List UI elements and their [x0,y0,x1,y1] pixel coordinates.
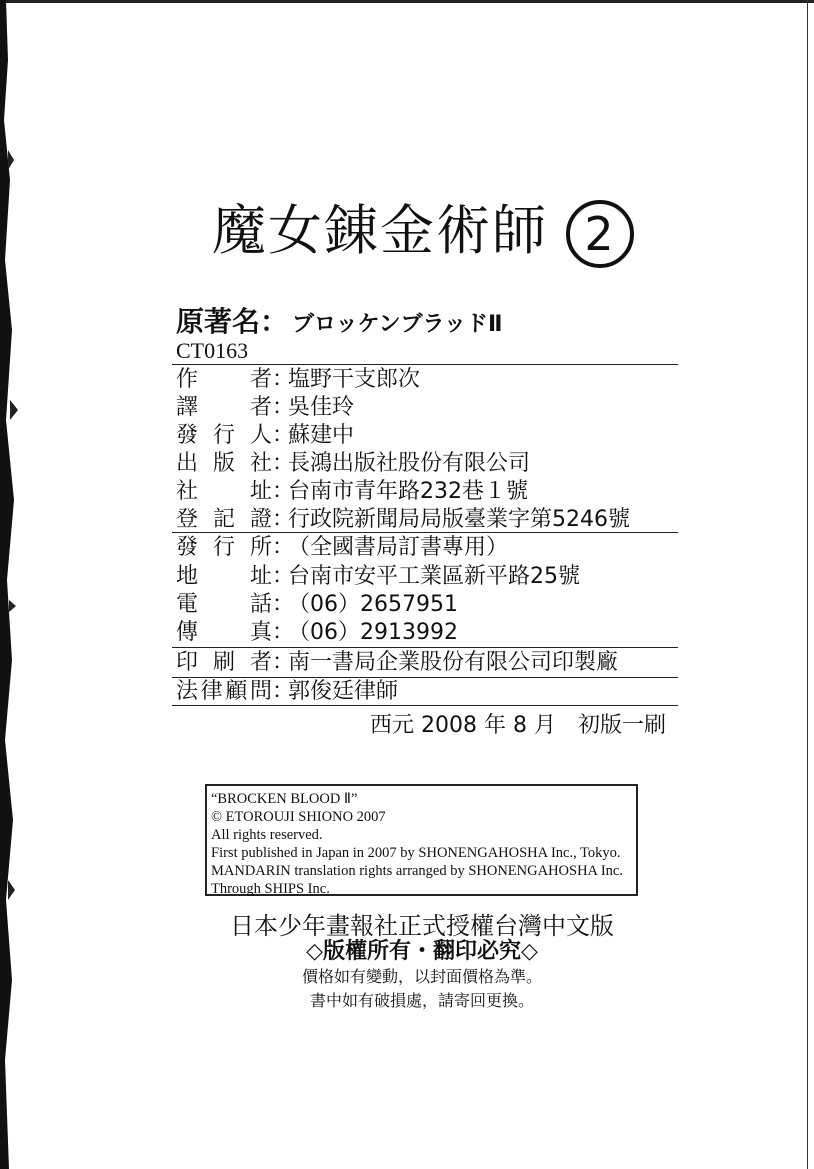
distribution-label: 地 址 [176,564,272,589]
credit-value: 行政院新聞局局版臺業字第5246號 [288,507,630,532]
original-title [176,300,503,340]
printing-row [176,649,618,677]
credit-row [176,394,354,422]
price-note: 價格如有變動，以封面價格為準。 [301,967,542,986]
printing-row [176,678,398,706]
colon: ： [272,479,295,504]
credit-label: 發行人 [176,423,272,448]
credit-row [176,422,354,450]
distribution-row [176,619,458,647]
distribution-label: 電 話 [176,592,272,617]
book-title [212,188,634,268]
printing-label: 印刷者 [176,650,272,675]
distribution-value: （全國書局訂書專用） [288,535,509,560]
original-label: 原著名 [176,305,261,338]
distribution-value: （06）2657951 [288,592,458,617]
original-value: ブロッケンブラッドⅡ [292,312,503,337]
credit-row [176,450,530,478]
divider [172,647,678,648]
copyright-line: First published in Japan in 2007 by SHONENGAHOSHA Inc., Tokyo. [211,845,621,861]
colon: ： [272,451,295,476]
credit-value: 吳佳玲 [288,395,355,420]
original-colon: ： [260,305,289,338]
credit-row [176,478,528,506]
colon: ： [272,564,295,589]
copyright-line: All rights reserved. [211,827,323,843]
printing-label: 法律顧問 [176,679,272,704]
credit-label: 作 者 [176,367,272,392]
distribution-value: 台南市安平工業區新平路25號 [288,564,580,589]
distribution-row [176,563,580,591]
publication-date: 西元 2008 年 8 月 初版一刷 [370,713,666,738]
divider [172,364,678,365]
distribution-value: （06）2913992 [288,620,458,645]
colon: ： [272,423,295,448]
colon: ： [272,507,295,532]
product-code: CT0163 [176,338,249,363]
copyright-line: MANDARIN translation rights arranged by SHONENGAHOSHA Inc. [211,863,623,879]
distribution-label: 傳 真 [176,620,272,645]
colon: ： [272,367,295,392]
colon: ： [272,395,295,420]
copyright-line: © ETOROUJI SHIONO 2007 [211,809,386,825]
credit-value: 台南市青年路232巷１號 [288,479,528,504]
printing-value: 南一書局企業股份有限公司印製廠 [288,650,619,675]
volume-badge: 2 [566,200,634,268]
colon: ： [272,679,295,704]
credit-row [176,366,420,394]
credit-value: 塩野干支郎次 [288,367,421,392]
title-text: 魔女錬金術師 [212,199,548,262]
page-top-border [0,0,814,3]
credit-label: 社 址 [176,479,272,504]
authorization-notice: 日本少年畫報社正式授權台灣中文版 [230,912,614,940]
copyright-line: “BROCKEN BLOOD Ⅱ” [211,791,358,807]
colon: ： [272,535,295,560]
credit-value: 蘇建中 [288,423,355,448]
damage-note: 書中如有破損處，請寄回更換。 [309,991,534,1010]
colon: ： [272,620,295,645]
credit-label: 譯 者 [176,395,272,420]
credit-label: 登記證 [176,507,272,532]
credit-value: 長鴻出版社股份有限公司 [288,451,531,476]
colon: ： [272,650,295,675]
copyright-box [205,784,638,896]
colon: ： [272,592,295,617]
distribution-row [176,534,508,562]
credit-label: 出版社 [176,451,272,476]
copyright-line: Through SHIPS Inc. [211,881,330,897]
printing-value: 郭俊廷律師 [288,679,399,704]
distribution-label: 發行所 [176,535,272,560]
rights-notice: ◇版權所有・翻印必究◇ [306,939,538,964]
credit-row [176,506,630,534]
distribution-row [176,591,458,619]
